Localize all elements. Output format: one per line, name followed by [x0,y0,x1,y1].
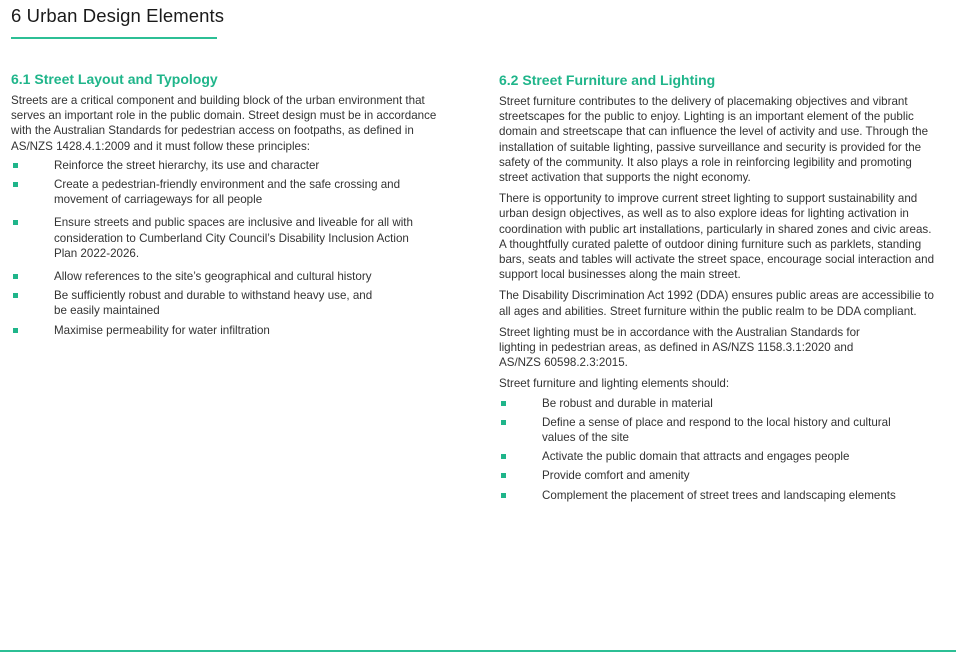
bullet-icon [501,493,506,498]
section-street-furniture [499,72,939,507]
paragraph: The Disability Discrimination Act 1992 (DDA) ensures public areas are accessibilie to all ages and abilities. Street furniture within the public realm to be DDA compliant. [499,289,934,318]
list-item-text: Ensure streets and public spaces are inclusive and liveable for all with consideration to Cumberland City Council’s Disability Inclusion Action Plan 2022-2026. [54,216,413,260]
bullet-icon [13,182,18,187]
bullet-icon [13,328,18,333]
section-street-layout [11,71,451,342]
section-intro: Streets are a critical component and building block of the urban environment that serves an important role in the public domain. Street design must be in accordance with the Australian Standards for pedestrian access on footpaths, as defined in AS/NZS 1428.4.1:2009 and it must follow these principles: [11,94,437,153]
list-item [499,396,939,411]
list-item [11,158,451,173]
list-item-text: Reinforce the street hierarchy, its use and character [54,158,320,172]
list-item [499,468,939,483]
paragraph: Street lighting must be in accordance with the Australian Standards for lighting in pedestrian areas, as defined in AS/NZS 1158.3.1:2020 and AS/NZS 60598.2.3:2015. [499,325,860,370]
title-underline [11,37,217,39]
bullet-icon [501,454,506,459]
list-item [11,323,451,338]
footer-rule [0,650,956,652]
bullet-icon [13,163,18,168]
page-title: 6 Urban Design Elements [11,5,225,26]
list-item-text: Provide comfort and amenity [542,469,690,483]
list-item [499,449,939,464]
paragraph: Street furniture and lighting elements should: [499,377,730,391]
bullet-icon [501,420,506,425]
paragraph: There is opportunity to improve current street lighting to support sustainability and urban design objectives, as well as to also explore ideas for lighting activation in coordination with public art installations, particularly in shared zones and civic areas. A thoughtfully curated palette of outdoor dining furniture such as parklets, standing bars, seats and tables will activate the street space, encourage social interaction and support local businesses along the main street. [499,192,935,282]
list-item-text: Create a pedestrian-friendly environment and the safe crossing and movement of carriageways for all people [54,178,401,207]
bullet-icon [13,293,18,298]
list-item-text: Activate the public domain that attracts and engages people [542,450,850,464]
paragraph: Street furniture contributes to the delivery of placemaking objectives and vibrant streetscapes for the public to enjoy. Lighting is an important element of the public domain and streetscape that can influence the level of activity and use. Through the installation of suitable lighting, passive surveillance and security is provided for the safety of the community. It also plays a role in reinforcing legibility and promoting street activation that supports the night economy. [499,95,929,185]
list-item [11,269,451,284]
list-item [11,288,384,318]
list-item [499,415,910,445]
bullet-icon [501,473,506,478]
list-item-text: Allow references to the site’s geographical and cultural history [54,270,372,284]
list-item-text: Be sufficiently robust and durable to withstand heavy use, and be easily maintained [54,289,373,318]
bullet-icon [13,274,18,279]
list-item [499,488,939,503]
section-heading: 6.1 Street Layout and Typology [11,71,218,87]
principles-list [11,158,451,338]
bullet-icon [13,220,18,225]
section-heading: 6.2 Street Furniture and Lighting [499,72,716,88]
elements-list [499,396,939,503]
list-item-text: Be robust and durable in material [542,396,713,410]
list-item-text: Define a sense of place and respond to the local history and cultural values of the site [542,415,891,445]
bullet-icon [501,401,506,406]
list-item-text: Maximise permeability for water infiltration [54,323,270,337]
list-item [11,215,422,261]
list-item [11,177,422,207]
list-item-text: Complement the placement of street trees and landscaping elements [542,488,896,502]
